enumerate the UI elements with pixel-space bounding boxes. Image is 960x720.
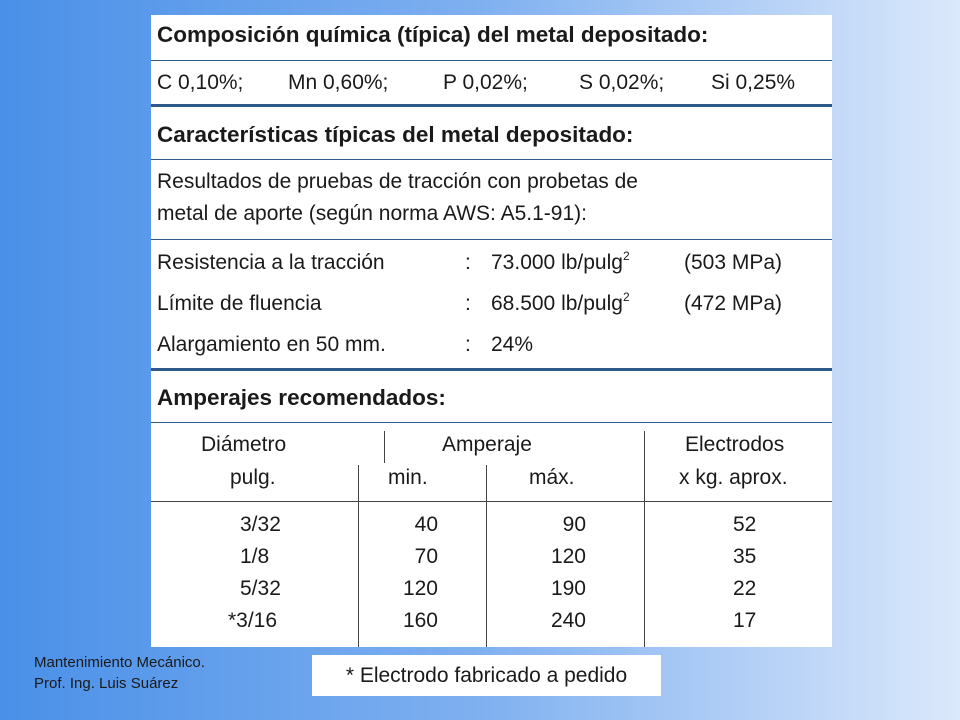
composition-s: S 0,02%;	[579, 71, 665, 94]
property-colon: :	[465, 251, 471, 274]
composition-c: C 0,10%;	[157, 71, 244, 94]
footnote-text: * Electrodo fabricado a pedido	[345, 663, 628, 687]
composition-mn: Mn 0,60%;	[288, 71, 389, 94]
min-cell: 70	[414, 545, 438, 568]
max-cell: 120	[550, 545, 586, 568]
property-colon: :	[465, 292, 471, 315]
author-credit	[34, 652, 205, 694]
header-electrodes-unit: x kg. aprox.	[679, 466, 788, 489]
property-value: 24%	[491, 333, 534, 356]
property-label: Límite de fluencia	[157, 292, 322, 315]
divider	[151, 159, 832, 160]
composition-p: P 0,02%;	[443, 71, 528, 94]
course-name: Mantenimiento Mecánico.	[34, 654, 205, 671]
property-value: 73.000 lb/pulg$^2$	[491, 249, 630, 274]
min-cell: 160	[402, 609, 438, 632]
header-diameter-unit: pulg.	[230, 466, 276, 489]
divider	[151, 239, 832, 240]
footnote-box	[312, 655, 661, 696]
property-si-value: (472 MPa)	[684, 292, 783, 315]
electrodes-cell: 17	[733, 609, 757, 632]
column-divider	[644, 431, 645, 647]
professor-name: Prof. Ing. Luis Suárez	[34, 675, 179, 692]
header-rule	[367, 501, 832, 502]
property-colon: :	[465, 333, 471, 356]
section-divider	[151, 104, 832, 107]
min-cell: 40	[414, 513, 438, 536]
composition-title: Composición química (típica) del metal depositado:	[157, 22, 709, 47]
column-divider	[486, 465, 487, 647]
electrodes-cell: 35	[733, 545, 757, 568]
characteristics-title: Características típicas del metal depositado:	[157, 122, 634, 147]
header-rule	[151, 501, 367, 502]
property-label: Resistencia a la tracción	[157, 251, 385, 274]
diameter-cell: 1/8	[240, 545, 270, 568]
amperages-title: Amperajes recomendados:	[157, 385, 446, 410]
diameter-cell: 3/32	[240, 513, 281, 536]
column-divider	[358, 465, 359, 647]
diameter-cell: *3/16	[228, 609, 278, 632]
property-label: Alargamiento en 50 mm.	[157, 333, 386, 356]
header-diameter: Diámetro	[201, 433, 287, 456]
electrodes-cell: 52	[733, 513, 757, 536]
min-cell: 120	[402, 577, 438, 600]
test-intro-line1: Resultados de pruebas de tracción con probetas de	[157, 170, 638, 193]
max-cell: 90	[562, 513, 586, 536]
divider	[151, 422, 832, 423]
electrodes-cell: 22	[733, 577, 757, 600]
header-electrodes: Electrodos	[685, 433, 785, 456]
section-divider	[151, 368, 832, 371]
test-intro-line2: metal de aporte (según norma AWS: A5.1-91):	[157, 202, 587, 225]
divider	[151, 60, 832, 61]
property-si-value: (503 MPa)	[684, 251, 783, 274]
column-divider	[384, 431, 385, 463]
max-cell: 240	[550, 609, 586, 632]
header-amperage: Amperaje	[442, 433, 532, 456]
header-min: min.	[388, 466, 428, 489]
diameter-cell: 5/32	[240, 577, 281, 600]
data-sheet	[151, 15, 832, 647]
header-max: máx.	[529, 466, 575, 489]
max-cell: 190	[550, 577, 586, 600]
property-value: 68.500 lb/pulg$^2$	[491, 290, 630, 315]
composition-si: Si 0,25%	[711, 71, 796, 94]
